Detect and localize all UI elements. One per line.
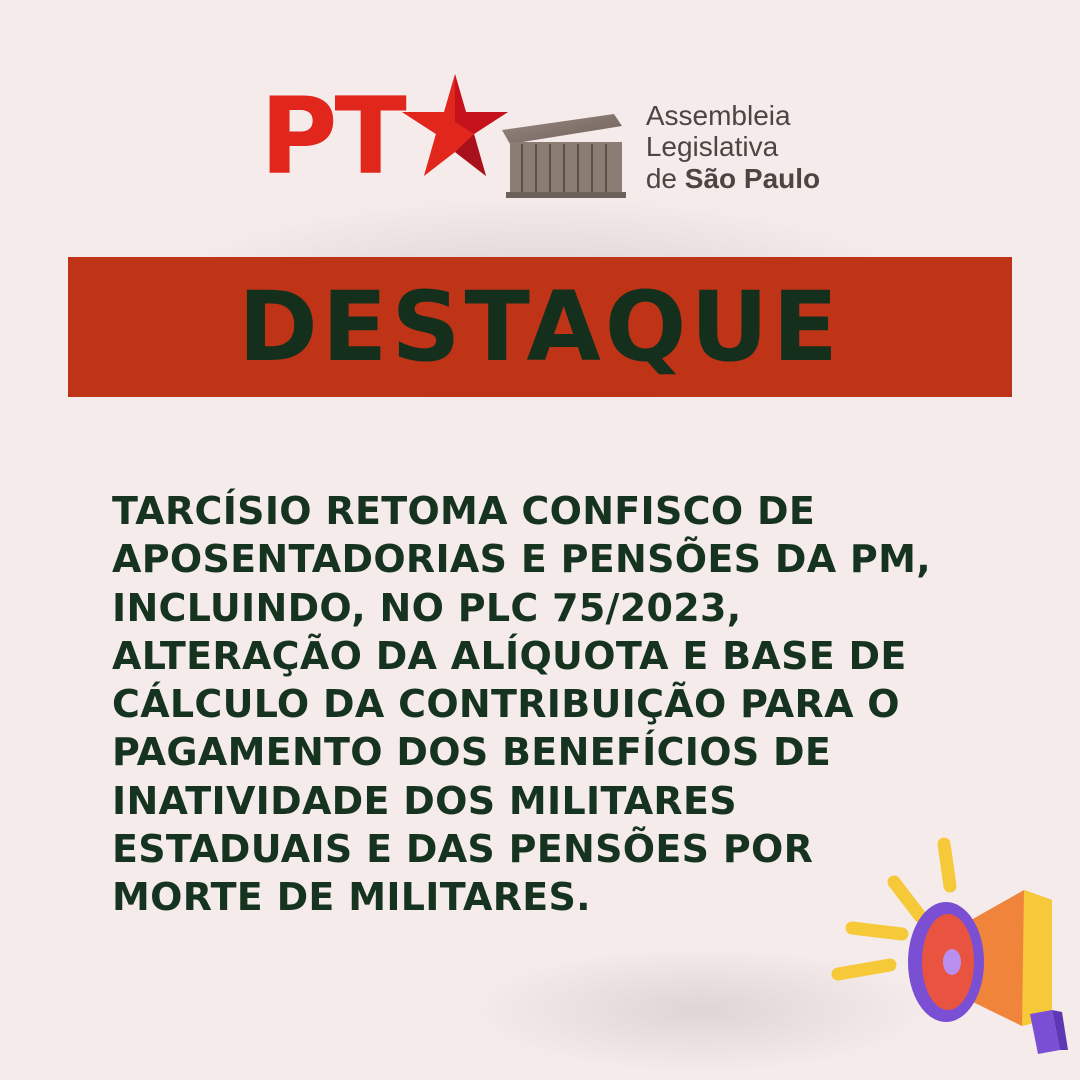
megaphone-icon [816,782,1080,1062]
alesp-building-icon [492,92,632,202]
banner-title: DESTAQUE [238,271,842,383]
alesp-line-2: Legislativa [645,131,779,163]
pt-logo [260,72,510,202]
header-logo-row [0,62,1080,212]
alesp-line-3-prefix: de [645,162,685,194]
alesp-line-1: Assembleia [645,99,791,131]
pt-logo-text: PT [259,75,404,198]
alesp-line-3 [646,163,820,195]
alesp-line-3-strong: São Paulo [684,162,821,194]
alesp-name [646,100,820,195]
headline-text: TARCÍSIO RETOMA CONFISCO DE APOSENTADORIAS E PENSÕES DA PM, INCLUINDO, NO PLC 75/2023, ALTERAÇÃO DA ALÍQUOTA E BASE DE CÁLCULO DA CONTRIBUIÇÃO PARA O PAGAMENTO DOS BENEFÍCIOS DE INATIVIDADE DOS MILITARES ESTADUAIS E DAS PENSÕES POR MORTE DE MILITARES. [112,489,945,919]
alesp-logo [492,92,820,202]
highlight-banner [68,257,1012,397]
logo-group [260,72,820,202]
